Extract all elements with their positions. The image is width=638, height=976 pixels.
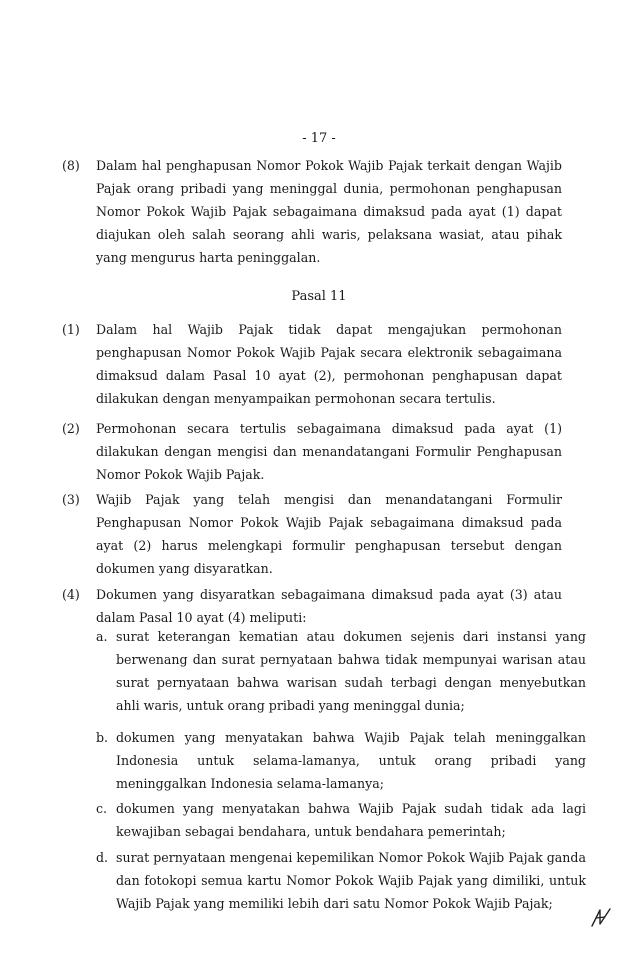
paragraph-4 — [62, 583, 562, 629]
list-item-text: surat pernyataan mengenai kepemilikan Nomor Pokok Wajib Pajak ganda dan fotokopi semua kartu Nomor Pokok Wajib Pajak yang dimiliki, untuk Wajib Pajak yang memiliki lebih dari satu Nomor Pokok Wajib Pajak; — [116, 850, 586, 911]
section-heading: Pasal 11 — [291, 289, 347, 304]
paragraph-number: (3) — [62, 492, 80, 507]
list-item-b — [96, 726, 586, 795]
paragraph-2 — [62, 417, 562, 486]
paragraph-text: Dokumen yang disyaratkan sebagaimana dimaksud pada ayat (3) atau dalam Pasal 10 ayat (4) meliputi: — [96, 587, 562, 625]
list-item-marker: d. — [96, 850, 109, 865]
list-item-text: dokumen yang menyatakan bahwa Wajib Pajak sudah tidak ada lagi kewajiban sebagai bendahara, untuk bendahara pemerintah; — [116, 801, 586, 839]
paragraph-8 — [62, 154, 562, 269]
paragraph-3 — [62, 488, 562, 580]
paragraph-number: (1) — [62, 322, 80, 337]
handwritten-initial — [588, 906, 614, 930]
paragraph-number: (8) — [62, 158, 80, 173]
paragraph-text: Dalam hal Wajib Pajak tidak dapat mengajukan permohonan penghapusan Nomor Pokok Wajib Pajak secara elektronik sebagaimana dimaksud dalam Pasal 10 ayat (2), permohonan penghapusan dapat dilakukan dengan menyampaikan permohonan secara tertulis. — [96, 322, 562, 406]
list-item-text: surat keterangan kematian atau dokumen sejenis dari instansi yang berwenang dan surat pernyataan bahwa tidak mempunyai warisan atau surat pernyataan bahwa warisan sudah terbagi dengan menyebutkan ahli waris, untuk orang pribadi yang meninggal dunia; — [116, 629, 586, 713]
list-item-text: dokumen yang menyatakan bahwa Wajib Pajak telah meninggalkan Indonesia untuk selama-lamanya, untuk orang pribadi yang meninggalkan Indonesia selama-lamanya; — [116, 730, 586, 791]
list-item-d — [96, 846, 586, 915]
list-item-marker: b. — [96, 730, 109, 745]
list-item-c — [96, 797, 586, 843]
paragraph-number: (4) — [62, 587, 80, 602]
page-number: - 17 - — [302, 131, 336, 146]
list-item-marker: c. — [96, 801, 108, 816]
list-item-a — [96, 625, 586, 717]
paragraph-number: (2) — [62, 421, 80, 436]
paragraph-text: Wajib Pajak yang telah mengisi dan menandatangani Formulir Penghapusan Nomor Pokok Wajib Pajak sebagaimana dimaksud pada ayat (2) harus melengkapi formulir penghapusan tersebut dengan dokumen yang disyaratkan. — [96, 492, 562, 576]
paragraph-text: Permohonan secara tertulis sebagaimana dimaksud pada ayat (1) dilakukan dengan mengisi dan menandatangani Formulir Penghapusan Nomor Pokok Wajib Pajak. — [96, 421, 562, 482]
paragraph-1 — [62, 318, 562, 410]
list-item-marker: a. — [96, 629, 108, 644]
paragraph-text: Dalam hal penghapusan Nomor Pokok Wajib Pajak terkait dengan Wajib Pajak orang pribadi yang meninggal dunia, permohonan penghapusan Nomor Pokok Wajib Pajak sebagaimana dimaksud pada ayat (1) dapat diajukan oleh salah seorang ahli waris, pelaksana wasiat, atau pihak yang mengurus harta peninggalan. — [96, 158, 562, 265]
